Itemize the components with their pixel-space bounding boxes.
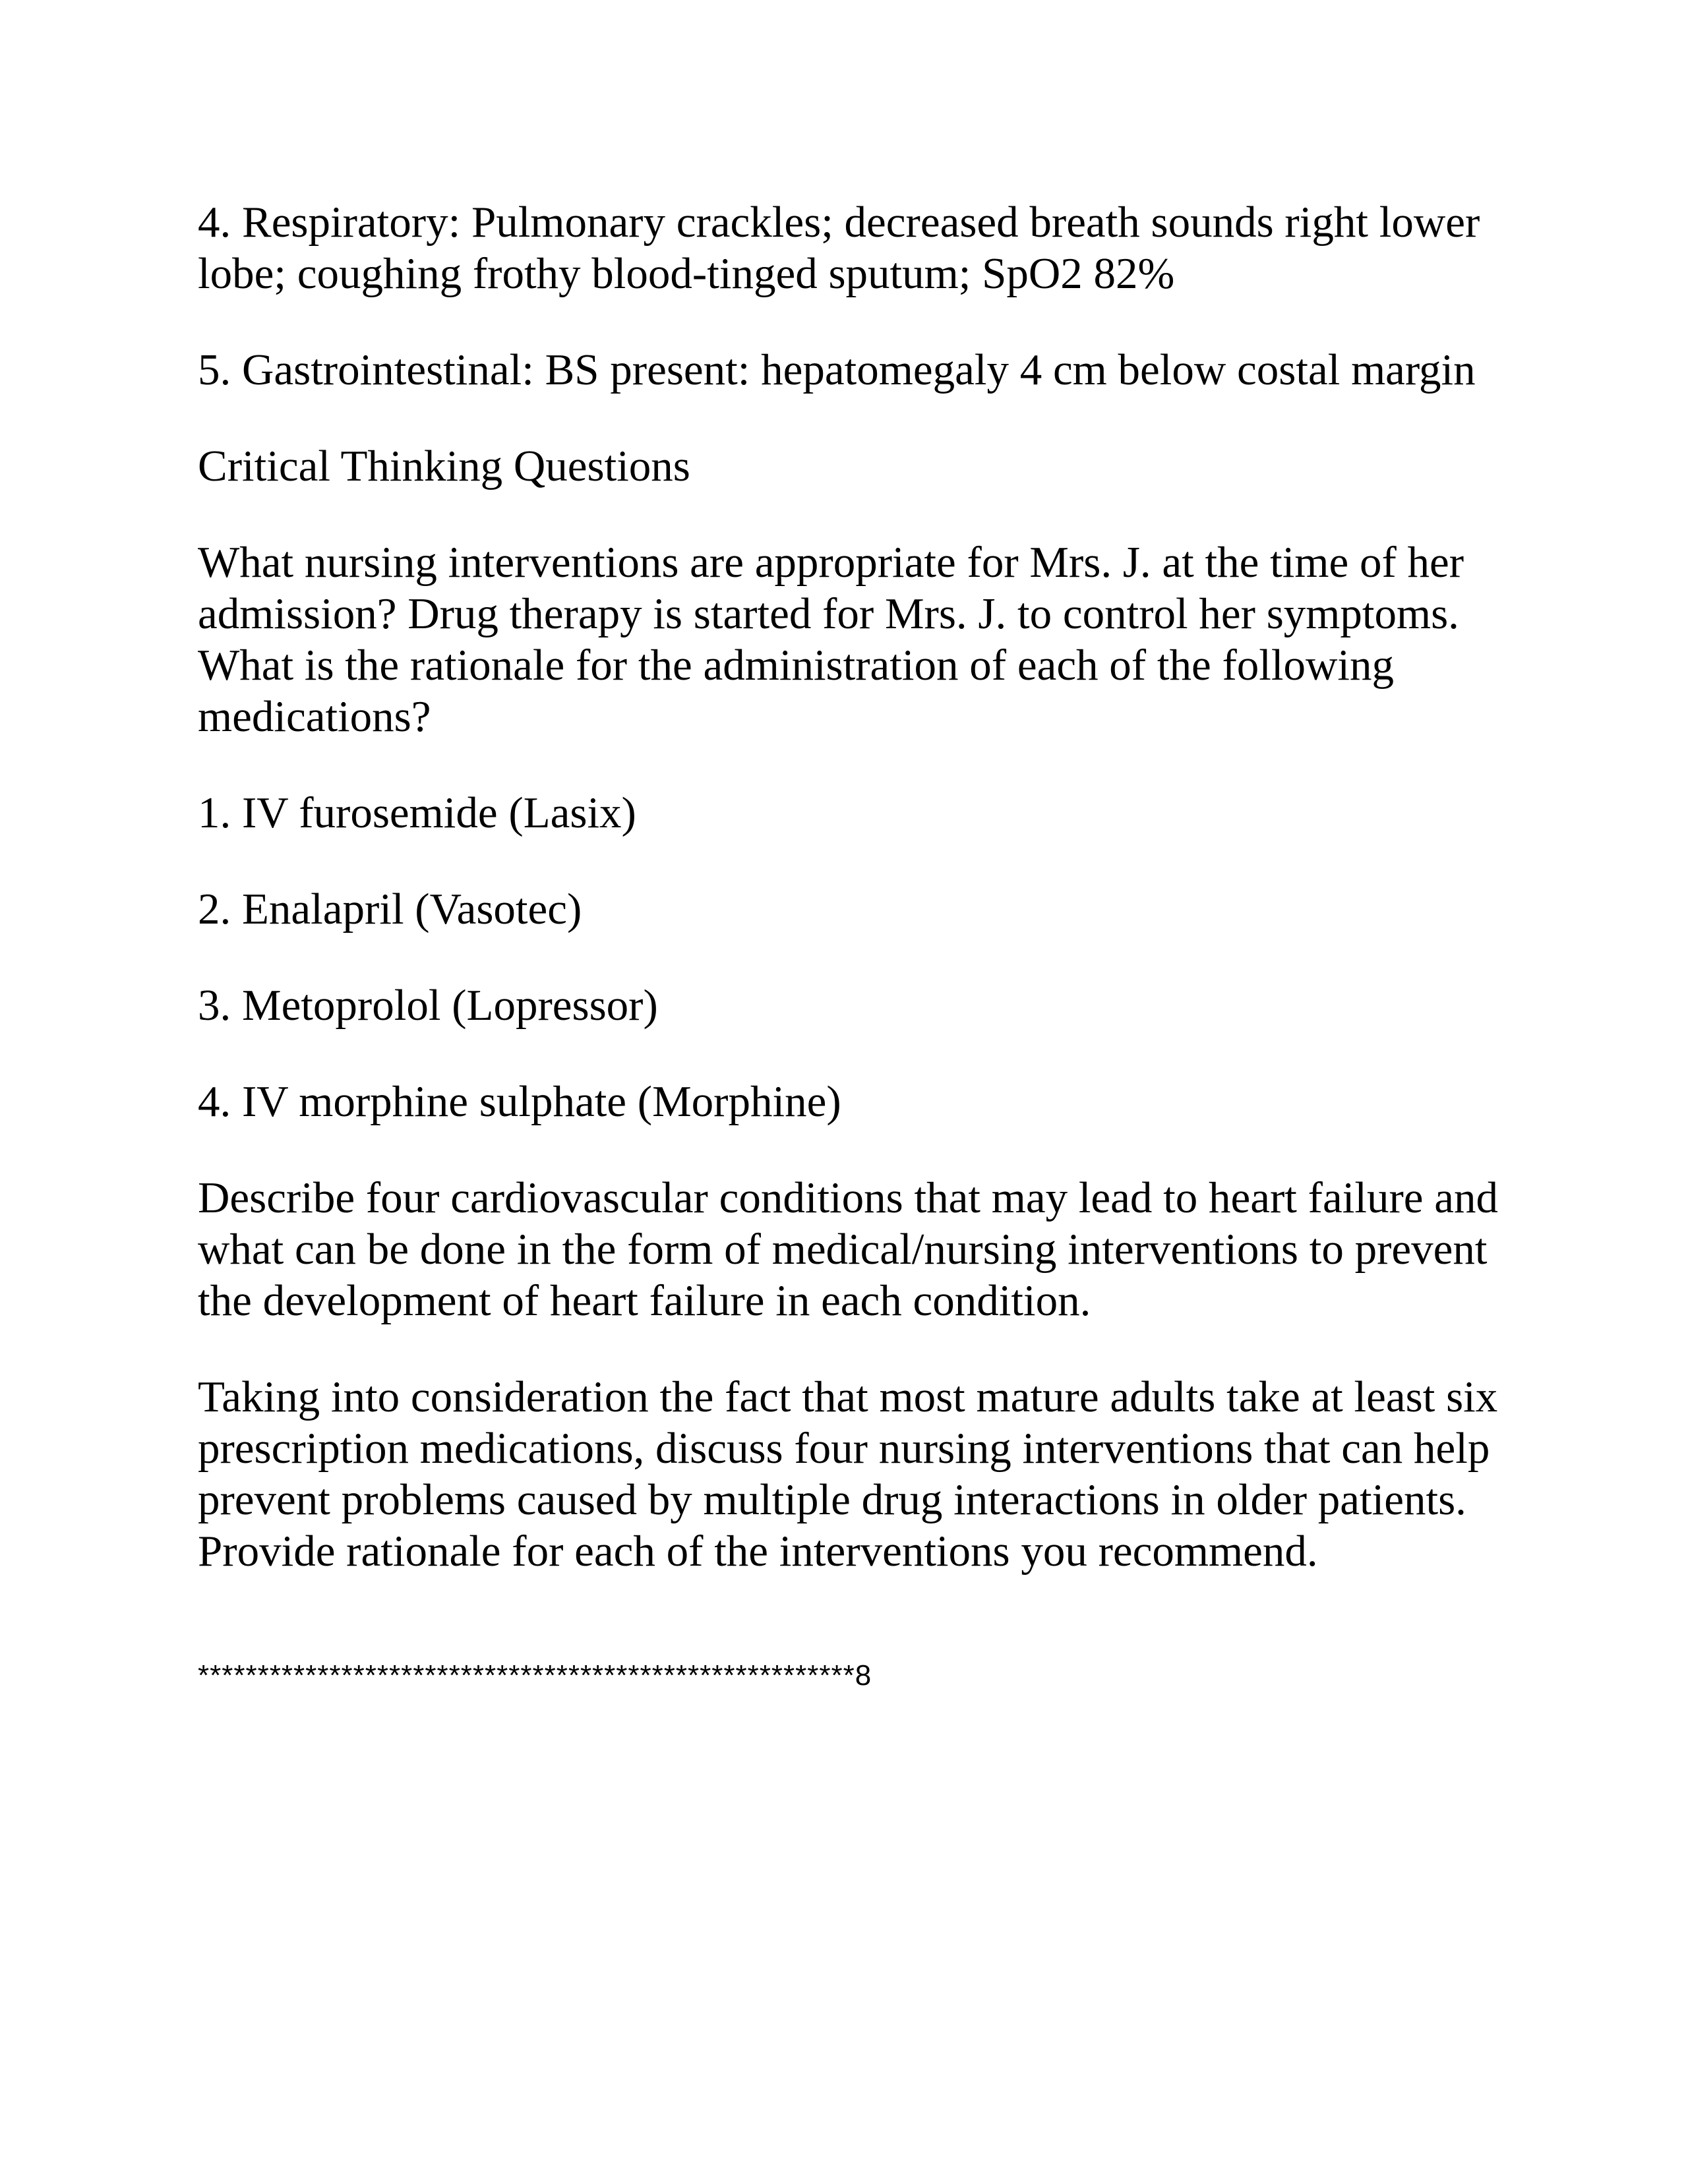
question-nursing-interventions: What nursing interventions are appropriate for Mrs. J. at the time of her admission? Drug therapy is started for Mrs. J. to control her symptoms. What is the rationale for the administration of each of the following medications? [198, 538, 1464, 741]
question-cardiovascular-conditions: Describe four cardiovascular conditions that may lead to heart failure and what can be done in the form of medical/nursing interventions to prevent the development of heart failure in each condition. [198, 1173, 1498, 1325]
medication-item-4: 4. IV morphine sulphate (Morphine) [198, 1077, 841, 1126]
document-body [198, 196, 1517, 1696]
respiratory-finding: 4. Respiratory: Pulmonary crackles; decreased breath sounds right lower lobe; coughing frothy blood-tinged sputum; SpO2 82% [198, 198, 1480, 298]
separator-line: *******************************************************8 [198, 1659, 872, 1692]
question-drug-interactions: Taking into consideration the fact that most mature adults take at least six prescription medications, discuss four nursing interventions that can help prevent problems caused by multiple drug interactions in older patients. Provide rationale for each of the interventions you recommend. [198, 1372, 1498, 1576]
medication-item-1: 1. IV furosemide (Lasix) [198, 788, 636, 837]
medication-item-2: 2. Enalapril (Vasotec) [198, 885, 582, 933]
gastrointestinal-finding: 5. Gastrointestinal: BS present: hepatomegaly 4 cm below costal margin [198, 345, 1476, 394]
section-heading: Critical Thinking Questions [198, 442, 690, 490]
medication-item-3: 3. Metoprolol (Lopressor) [198, 981, 658, 1030]
